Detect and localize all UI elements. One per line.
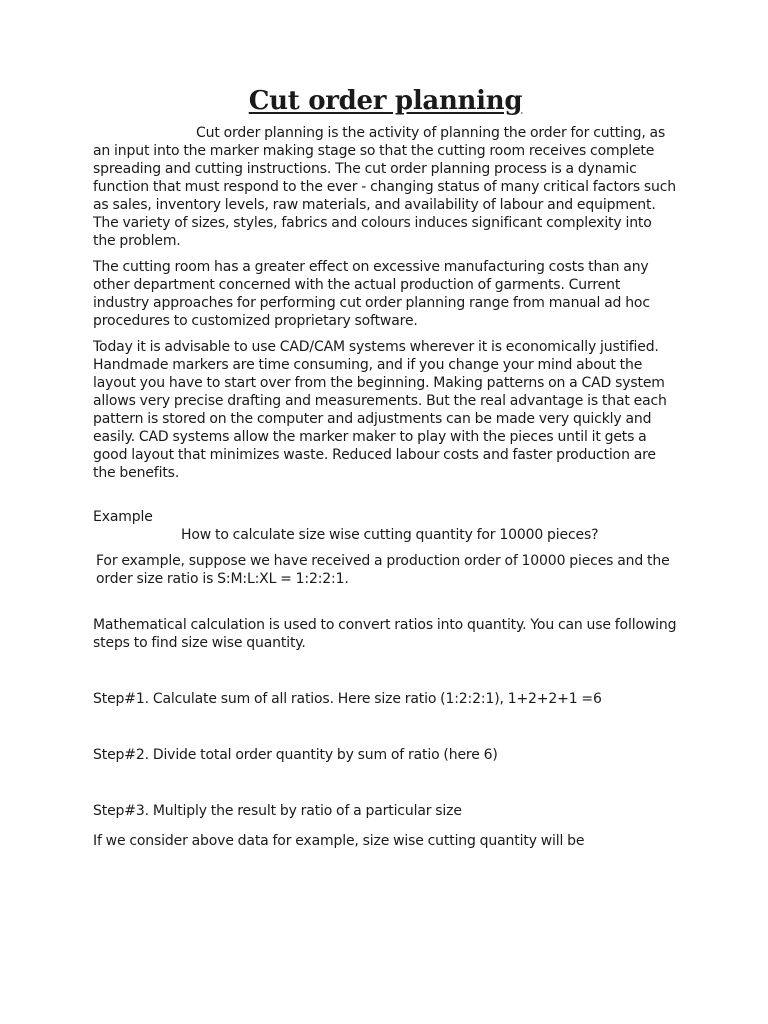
step-1: Step#1. Calculate sum of all ratios. Here size ratio (1:2:2:1), 1+2+2+1 =6: [93, 691, 602, 707]
step-3: Step#3. Multiply the result by ratio of a particular size: [93, 803, 462, 819]
example-label: Example: [93, 509, 153, 525]
step-2: Step#2. Divide total order quantity by sum of ratio (here 6): [93, 747, 498, 763]
paragraph-cad-cam: Today it is advisable to use CAD/CAM systems wherever it is economically justified. Handmade markers are time consuming, and if you change your mind about the layout you have to start over from the beginning. Making patterns on a CAD system allows very precise drafting and measurements. But the real advantage is that each pattern is stored on the computer and adjustments can be made very quickly and easily. CAD systems allow the marker maker to play with the pieces until it gets a good layout that minimizes waste. Reduced labour costs and faster production are the benefits.: [93, 339, 667, 481]
paragraph-intro: Cut order planning is the activity of planning the order for cutting, as an input into the marker making stage so that the cutting room receives complete spreading and cutting instructions. The cut order planning process is a dynamic function that must respond to the ever - changing status of many critical factors such as sales, inventory levels, raw materials, and availability of labour and equipment. The variety of sizes, styles, fabrics and colours induces significant complexity into the problem.: [93, 125, 677, 249]
example-text: For example, suppose we have received a production order of 10000 pieces and the order size ratio is S:M:L:XL = 1:2:2:1.: [96, 553, 670, 587]
math-text: Mathematical calculation is used to convert ratios into quantity. You can use following steps to find size wise quantity.: [93, 617, 677, 651]
example-question: How to calculate size wise cutting quantity for 10000 pieces?: [181, 527, 599, 543]
conclusion-text: If we consider above data for example, size wise cutting quantity will be: [93, 833, 585, 849]
document-page: [93, 86, 678, 858]
paragraph-cutting-room: The cutting room has a greater effect on excessive manufacturing costs than any other department concerned with the actual production of garments. Current industry approaches for performing cut order planning range from manual ad hoc procedures to customized proprietary software.: [93, 259, 650, 329]
page-title: Cut order planning: [248, 86, 523, 116]
